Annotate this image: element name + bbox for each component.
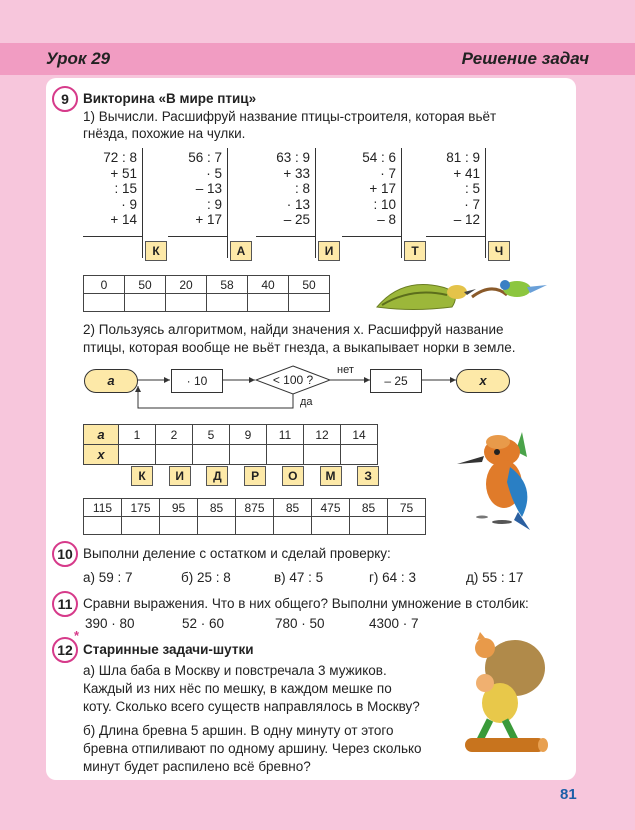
chain-step: – 13: [195, 181, 222, 196]
chain-step: + 14: [110, 212, 137, 227]
task-9-part1-line1: 1) Вычисли. Расшифруй название птицы-строителя, которая вьёт: [83, 109, 497, 124]
x-value-cell[interactable]: [230, 445, 267, 465]
chain-step: + 33: [283, 165, 310, 181]
x-label: x: [84, 445, 119, 465]
answer-empty-cell[interactable]: [350, 517, 388, 535]
answer-cell: 875: [236, 499, 274, 517]
letter-box-4: Т: [404, 241, 426, 261]
answer-cell: 40: [248, 276, 289, 294]
answer-cell: 50: [125, 276, 166, 294]
answer-cell: 58: [207, 276, 248, 294]
answer-empty-cell[interactable]: [84, 517, 122, 535]
chain-step: : 9: [206, 196, 222, 212]
flow-label-no: нет: [337, 364, 354, 376]
kingfisher-illustration: [452, 422, 552, 532]
answer-cell: 0: [84, 276, 125, 294]
chain-step: 72 : 8: [103, 150, 137, 165]
chain-step: · 9: [121, 196, 137, 212]
chain-step: – 25: [283, 212, 310, 227]
task-9-part1-line2: гнёзда, похожие на чулки.: [83, 126, 246, 141]
task-12a-line3: коту. Сколько всего существ направлялось в Москву?: [83, 699, 420, 714]
chain-step: : 5: [464, 181, 480, 196]
task-10-item: г) 64 : 3: [369, 570, 416, 585]
task-12b-line1: б) Длина бревна 5 аршин. В одну минуту от этого: [83, 723, 394, 738]
chain-step: 81 : 9: [446, 150, 480, 165]
a-value-cell: 11: [267, 425, 304, 445]
flow-condition-text: < 100 ?: [272, 373, 314, 387]
chain-step: 56 : 7: [188, 150, 222, 165]
a-value-cell: 2: [156, 425, 193, 445]
flow-multiply-10: · 10: [171, 369, 223, 393]
x-value-cell[interactable]: [304, 445, 341, 465]
answer-empty-cell[interactable]: [198, 517, 236, 535]
calc-chain-1: [63, 150, 137, 228]
answer-cell: 475: [312, 499, 350, 517]
page-number: 81: [560, 786, 577, 803]
answer-cell: 75: [388, 499, 426, 517]
answer-cell: 175: [122, 499, 160, 517]
chain-divider: [227, 148, 228, 258]
chain-divider: [401, 148, 402, 258]
chain-step: + 17: [369, 181, 396, 196]
flow-start-a: a: [84, 369, 138, 393]
answers-table-2: [83, 498, 426, 535]
flow-minus-25: – 25: [370, 369, 422, 393]
task-12b-line3: минут будет распилено всё бревно?: [83, 759, 311, 774]
a-value-cell: 5: [193, 425, 230, 445]
chain-step: + 41: [453, 165, 480, 181]
task-11-text: Сравни выражения. Что в них общего? Выполни умножение в столбик:: [83, 596, 529, 611]
chain-step: · 7: [464, 196, 480, 212]
task-12-number: 12: [52, 637, 78, 663]
chain-step: + 51: [110, 165, 137, 181]
cat-with-sack-illustration: [455, 628, 555, 763]
answer-cell: 115: [84, 499, 122, 517]
answer-cell: 85: [274, 499, 312, 517]
answer-empty-cell[interactable]: [274, 517, 312, 535]
task-12a-line1: а) Шла баба в Москву и повстречала 3 мужиков.: [83, 663, 387, 678]
task-10-text: Выполни деление с остатком и сделай проверку:: [83, 546, 391, 561]
chain-step: 54 : 6: [362, 150, 396, 165]
chain-step: : 10: [373, 196, 396, 212]
calc-chain-3: [236, 150, 310, 228]
a-value-cell: 1: [119, 425, 156, 445]
chain-underline: [168, 236, 227, 237]
a-value-cell: 9: [230, 425, 267, 445]
x-value-cell[interactable]: [193, 445, 230, 465]
x-value-cell[interactable]: [156, 445, 193, 465]
chain-step: · 7: [380, 165, 396, 181]
calc-chain-4: [322, 150, 396, 228]
task-12b-line2: бревна отпиливают по одному аршину. Через сколько: [83, 741, 422, 756]
answer-cell: 20: [166, 276, 207, 294]
task-11-item: 52 · 60: [182, 616, 225, 631]
answer-empty-cell[interactable]: [248, 294, 289, 312]
a-value-cell: 12: [304, 425, 341, 445]
x-value-cell[interactable]: [341, 445, 378, 465]
calc-chain-5: [406, 150, 480, 228]
topic-title: Решение задач: [461, 49, 589, 68]
chain-step: + 17: [195, 212, 222, 227]
task-9-part2-line1: 2) Пользуясь алгоритмом, найди значения x. Расшифруй название: [83, 322, 504, 337]
answer-empty-cell[interactable]: [166, 294, 207, 312]
x-value-cell[interactable]: [119, 445, 156, 465]
answer-empty-cell[interactable]: [125, 294, 166, 312]
a-value-cell: 14: [341, 425, 378, 445]
chain-underline: [256, 236, 315, 237]
letter-box-2-1: К: [131, 466, 153, 486]
task-12-star: *: [74, 628, 80, 643]
task-10-item: д) 55 : 17: [466, 570, 524, 585]
answer-empty-cell[interactable]: [160, 517, 198, 535]
answer-empty-cell[interactable]: [84, 294, 125, 312]
letter-box-2-5: О: [282, 466, 304, 486]
letter-box-5: Ч: [488, 241, 510, 261]
chain-step: · 5: [206, 165, 222, 181]
letter-box-3: И: [318, 241, 340, 261]
task-10-item: в) 47 : 5: [274, 570, 324, 585]
task-9-number: 9: [52, 86, 78, 112]
task-10-item: а) 59 : 7: [83, 570, 133, 585]
task-9-title: Викторина «В мире птиц»: [83, 91, 257, 106]
chain-step: 63 : 9: [276, 150, 310, 165]
task-12-title: Старинные задачи-шутки: [83, 642, 254, 657]
chain-step: · 13: [286, 196, 310, 212]
chain-step: – 8: [377, 212, 396, 227]
calc-chain-2: [148, 150, 222, 228]
answer-cell: 95: [160, 499, 198, 517]
letter-box-2: А: [230, 241, 252, 261]
chain-step: : 15: [114, 181, 137, 196]
answer-empty-cell[interactable]: [289, 294, 330, 312]
task-11-item: 390 · 80: [85, 616, 135, 631]
letter-box-2-2: И: [169, 466, 191, 486]
task-10-item: б) 25 : 8: [181, 570, 231, 585]
answer-empty-cell[interactable]: [312, 517, 350, 535]
chain-divider: [315, 148, 316, 258]
flow-label-yes: да: [300, 396, 313, 408]
chain-divider: [485, 148, 486, 258]
task-11-item: 4300 · 7: [369, 616, 419, 631]
chain-divider: [142, 148, 143, 258]
chain-underline: [83, 236, 142, 237]
task-11-item: 780 · 50: [275, 616, 325, 631]
answers-table-1: [83, 275, 330, 312]
chain-step: – 12: [453, 212, 480, 227]
answer-empty-cell[interactable]: [207, 294, 248, 312]
answer-cell: 50: [289, 276, 330, 294]
chain-underline: [426, 236, 485, 237]
weaver-birds-illustration: [372, 267, 552, 317]
letter-box-2-3: Д: [206, 466, 228, 486]
flow-end-x: x: [456, 369, 510, 393]
task-12a-line2: Каждый из них нёс по мешку, в каждом мешке по: [83, 681, 392, 696]
answer-empty-cell[interactable]: [236, 517, 274, 535]
answer-empty-cell[interactable]: [388, 517, 426, 535]
letter-box-2-7: З: [357, 466, 379, 486]
a-label: a: [84, 425, 119, 445]
task-9-part2-line2: птицы, которая вообще не вьёт гнезда, а выкапывает норки в земле.: [83, 340, 516, 355]
letter-box-1: К: [145, 241, 167, 261]
x-value-cell[interactable]: [267, 445, 304, 465]
letter-box-2-6: М: [320, 466, 342, 486]
chain-step: : 8: [294, 181, 310, 196]
answer-cell: 85: [198, 499, 236, 517]
task-11-number: 11: [52, 591, 78, 617]
a-x-table: [83, 424, 378, 465]
chain-underline: [342, 236, 401, 237]
task-10-number: 10: [52, 541, 78, 567]
answer-cell: 85: [350, 499, 388, 517]
letter-box-2-4: Р: [244, 466, 266, 486]
answer-empty-cell[interactable]: [122, 517, 160, 535]
lesson-title: Урок 29: [46, 49, 111, 68]
